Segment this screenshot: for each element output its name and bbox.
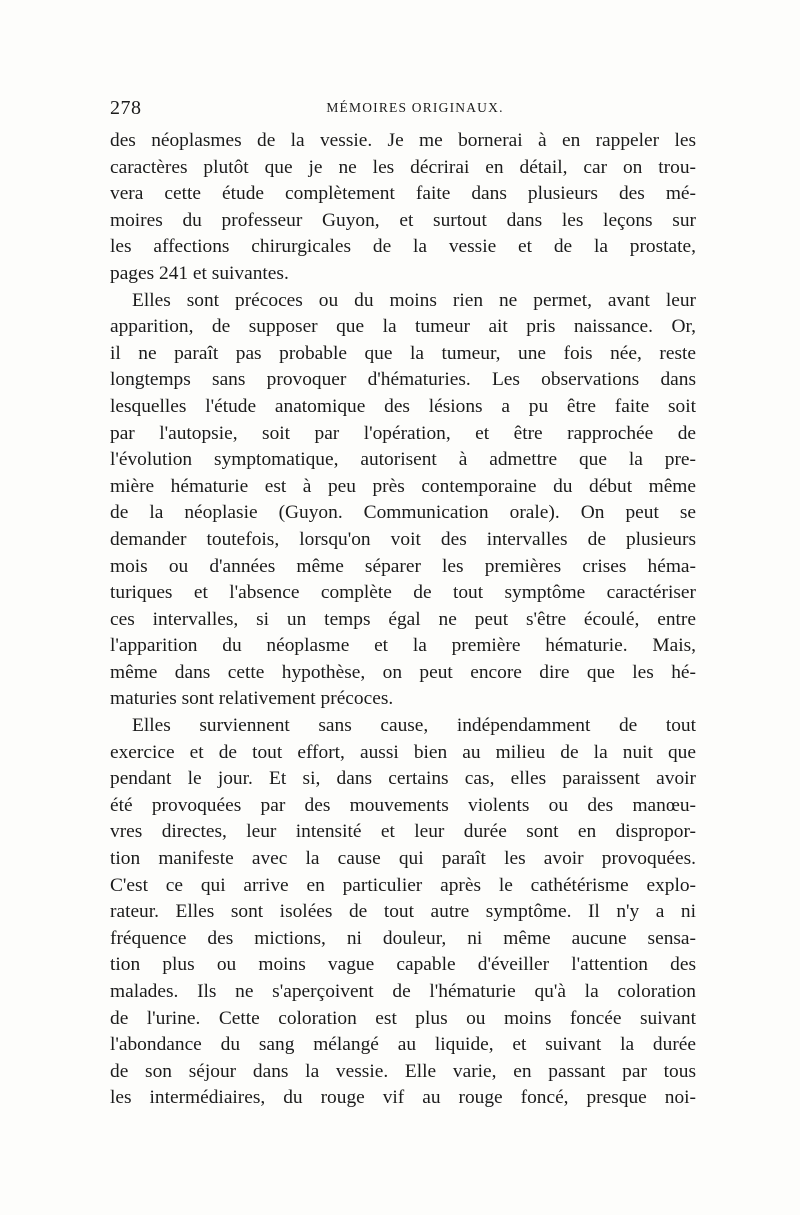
text-line: lesquelles l'étude anatomique des lésions a pu être faite soit bbox=[110, 395, 696, 417]
text-line: vres directes, leur intensité et leur durée sont en dispropor- bbox=[110, 821, 696, 843]
text-line: été provoquées par des mouvements violents ou des manœu- bbox=[110, 794, 696, 816]
page-header bbox=[110, 97, 696, 123]
text-line: l'apparition du néoplasme et la première hématurie. Mais, bbox=[110, 635, 696, 657]
text-line: tion manifeste avec la cause qui paraît les avoir provoquées. bbox=[110, 848, 696, 870]
text-line: rateur. Elles sont isolées de tout autre symptôme. Il n'y a ni bbox=[110, 901, 696, 923]
text-line: les affections chirurgicales de la vessie et de la prostate, bbox=[110, 236, 696, 258]
text-line: pages 241 et suivantes. bbox=[110, 262, 289, 284]
paragraph bbox=[110, 288, 696, 714]
text-line: Elles sont précoces ou du moins rien ne permet, avant leur bbox=[132, 289, 696, 311]
text-line: apparition, de supposer que la tumeur ait pris naissance. Or, bbox=[110, 316, 696, 338]
text-line: l'abondance du sang mélangé au liquide, et suivant la durée bbox=[110, 1034, 696, 1056]
text-line: les intermédiaires, du rouge vif au rouge foncé, presque noi- bbox=[110, 1087, 696, 1109]
text-line: tion plus ou moins vague capable d'éveiller l'attention des bbox=[110, 954, 696, 976]
text-line: C'est ce qui arrive en particulier après le cathétérisme explo- bbox=[110, 874, 696, 896]
body-text bbox=[110, 128, 696, 1112]
text-line: des néoplasmes de la vessie. Je me bornerai à en rappeler les bbox=[110, 130, 696, 151]
text-line: fréquence des mictions, ni douleur, ni même aucune sensa- bbox=[110, 927, 696, 949]
text-line: pendant le jour. Et si, dans certains cas, elles paraissent avoir bbox=[110, 768, 696, 790]
text-line: Elles surviennent sans cause, indépendamment de tout bbox=[132, 715, 696, 737]
text-line: même dans cette hypothèse, on peut encore dire que les hé- bbox=[110, 661, 696, 683]
text-line: demander toutefois, lorsqu'on voit des intervalles de plusieurs bbox=[110, 528, 696, 550]
text-line: malades. Ils ne s'aperçoivent de l'hématurie qu'à la coloration bbox=[110, 981, 696, 1002]
text-line: de la néoplasie (Guyon. Communication orale). On peut se bbox=[110, 502, 696, 524]
text-line: moires du professeur Guyon, et surtout dans les leçons sur bbox=[110, 209, 696, 231]
text-line: mière hématurie est à peu près contemporaine du début même bbox=[110, 475, 696, 497]
text-line: ces intervalles, si un temps égal ne peut s'être écoulé, entre bbox=[110, 608, 696, 630]
text-line: turiques et l'absence complète de tout symptôme caractériser bbox=[110, 582, 696, 604]
text-line: mois ou d'années même séparer les premières crises héma- bbox=[110, 555, 696, 577]
page-number: 278 bbox=[110, 97, 142, 119]
paragraph bbox=[110, 128, 696, 288]
text-line: caractères plutôt que je ne les décrirai en détail, car on trou- bbox=[110, 156, 696, 178]
text-line: de l'urine. Cette coloration est plus ou moins foncée suivant bbox=[110, 1007, 696, 1029]
text-line: il ne paraît pas probable que la tumeur, une fois née, reste bbox=[110, 342, 696, 364]
paragraph bbox=[110, 713, 696, 1112]
running-head: MÉMOIRES ORIGINAUX. bbox=[326, 100, 504, 115]
text-line: par l'autopsie, soit par l'opération, et être rapprochée de bbox=[110, 422, 696, 444]
text-line: exercice et de tout effort, aussi bien au milieu de la nuit que bbox=[110, 741, 696, 763]
text-line: l'évolution symptomatique, autorisent à admettre que la pre- bbox=[110, 449, 696, 471]
text-line: de son séjour dans la vessie. Elle varie, en passant par tous bbox=[110, 1060, 696, 1082]
text-line: longtemps sans provoquer d'hématuries. Les observations dans bbox=[110, 369, 696, 391]
text-line: vera cette étude complètement faite dans plusieurs des mé- bbox=[110, 183, 696, 205]
text-line: maturies sont relativement précoces. bbox=[110, 688, 394, 710]
